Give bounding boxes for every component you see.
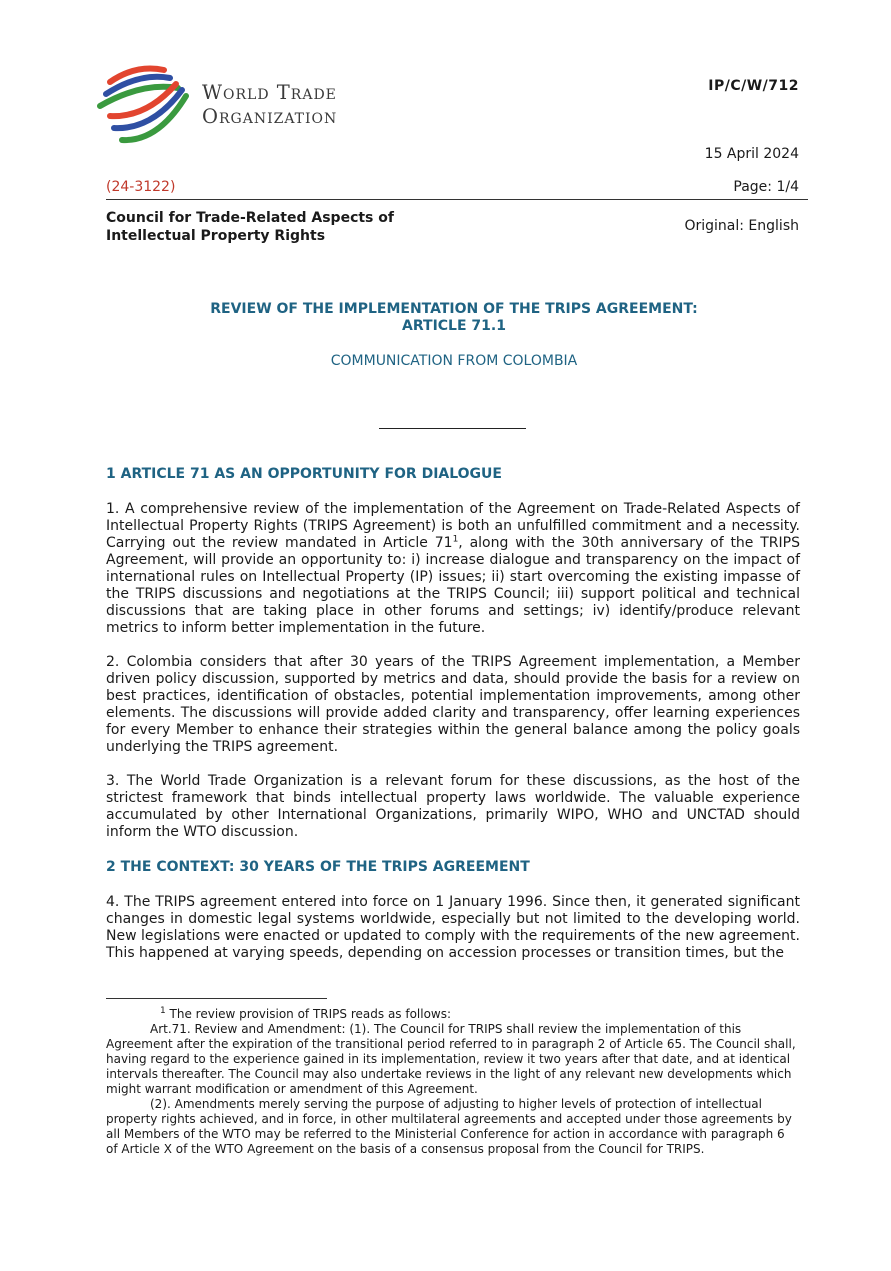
paragraph-1 — [106, 501, 800, 637]
paragraph-4: 4. The TRIPS agreement entered into force on 1 January 1996. Since then, it generated significant changes in domestic legal systems worldwide, especially but not limited to the developing world. New legislations were enacted or updated to comply with the requirements of the new agreement. This happened at varying speeds, depending on accession processes or transition times, but the — [106, 894, 800, 961]
section-heading-1: 1 ARTICLE 71 AS AN OPPORTUNITY FOR DIALOGUE — [106, 466, 502, 482]
paragraph-1-text-a: 1. A comprehensive review of the implementation of the Agreement on Trade-Related Aspects of Intellectual Property Rights (TRIPS Agreement) is both an unfulfilled commitment and a necessity. Carrying out the review mandated in Article 71 — [106, 501, 800, 551]
wto-logo-icon — [96, 62, 192, 148]
footnote-1-article: Art.71. Review and Amendment: (1). The Council for TRIPS shall review the implementation of this Agreement after the expiration of the transitional period referred to in paragraph 2 of Article 65. The Council shall, having regard to the experience gained in its implementation, review it two years after that date, and at identical intervals thereafter. The Council may also undertake reviews in the light of any relevant new developments which might warrant modification or amendment of this Agreement. — [106, 1022, 796, 1096]
footnotes — [106, 1007, 796, 1157]
paragraph-3: 3. The World Trade Organization is a relevant forum for these discussions, as the host of the strictest framework that binds intellectual property laws worldwide. The valuable experience accumulated by other International Organizations, primarily WIPO, WHO and UNCTAD should inform the WTO discussion. — [106, 773, 800, 840]
footnote-mark-1: 1 — [160, 1006, 166, 1016]
title-divider — [379, 428, 526, 429]
footnote-1-intro-text: The review provision of TRIPS reads as follows: — [165, 1007, 452, 1021]
document-date: 15 April 2024 — [704, 146, 799, 162]
paragraph-1-text-b: , along with the 30th anniversary of the TRIPS Agreement, will provide an opportunity to: i) increase dialogue and transparency on the impact of international rules on Intellectual Property (IP) issues; ii) start overcoming the existing impasse of the TRIPS discussions and negotiations at the TRIPS Council; iii) support political and technical discussions that are taking place in other forums and settings; iv) identify/produce relevant metrics to inform better implementation in the future. — [106, 535, 800, 636]
org-name-line2: Organization — [202, 105, 338, 128]
job-number: (24-3122) — [106, 179, 176, 195]
paragraph-2: 2. Colombia considers that after 30 years of the TRIPS Agreement implementation, a Member driven policy discussion, supported by metrics and data, should provide the basis for a review on best practices, identification of obstacles, potential implementation improvements, among other elements. The discussions will provide added clarity and transparency, offer learning experiences for every Member to enhance their strategies within the general balance among the policy goals underlying the TRIPS agreement. — [106, 654, 800, 755]
title-line2: ARTICLE 71.1 — [402, 318, 506, 334]
council-line2: Intellectual Property Rights — [106, 228, 326, 244]
header-rule — [106, 199, 808, 200]
footnote-1-paragraph-2: (2). Amendments merely serving the purpose of adjusting to higher levels of protection of intellectual property rights achieved, and in force, in other multilateral agreements and accepted under those agreements by all Members of the WTO may be referred to the Ministerial Conference for action in accordance with paragraph 6 of Article X of the WTO Agreement on the basis of a consensus proposal from the Council for TRIPS. — [106, 1097, 792, 1156]
organization-name — [202, 81, 337, 129]
title-line1: REVIEW OF THE IMPLEMENTATION OF THE TRIPS AGREEMENT: — [210, 301, 698, 317]
council-name — [106, 209, 426, 245]
council-line1: Council for Trade-Related Aspects of — [106, 210, 394, 226]
document-symbol: IP/C/W/712 — [708, 78, 799, 94]
document-title — [106, 301, 802, 335]
footnote-ref-1[interactable]: 1 — [452, 534, 459, 545]
footnote-1-intro — [106, 1007, 796, 1022]
original-language: Original: English — [684, 218, 799, 234]
section-heading-2: 2 THE CONTEXT: 30 YEARS OF THE TRIPS AGREEMENT — [106, 859, 530, 875]
document-subtitle: COMMUNICATION FROM COLOMBIA — [330, 353, 578, 369]
footnote-rule — [106, 998, 327, 999]
org-name-line1: World Trade — [202, 81, 337, 104]
page-indicator: Page: 1/4 — [733, 179, 799, 195]
